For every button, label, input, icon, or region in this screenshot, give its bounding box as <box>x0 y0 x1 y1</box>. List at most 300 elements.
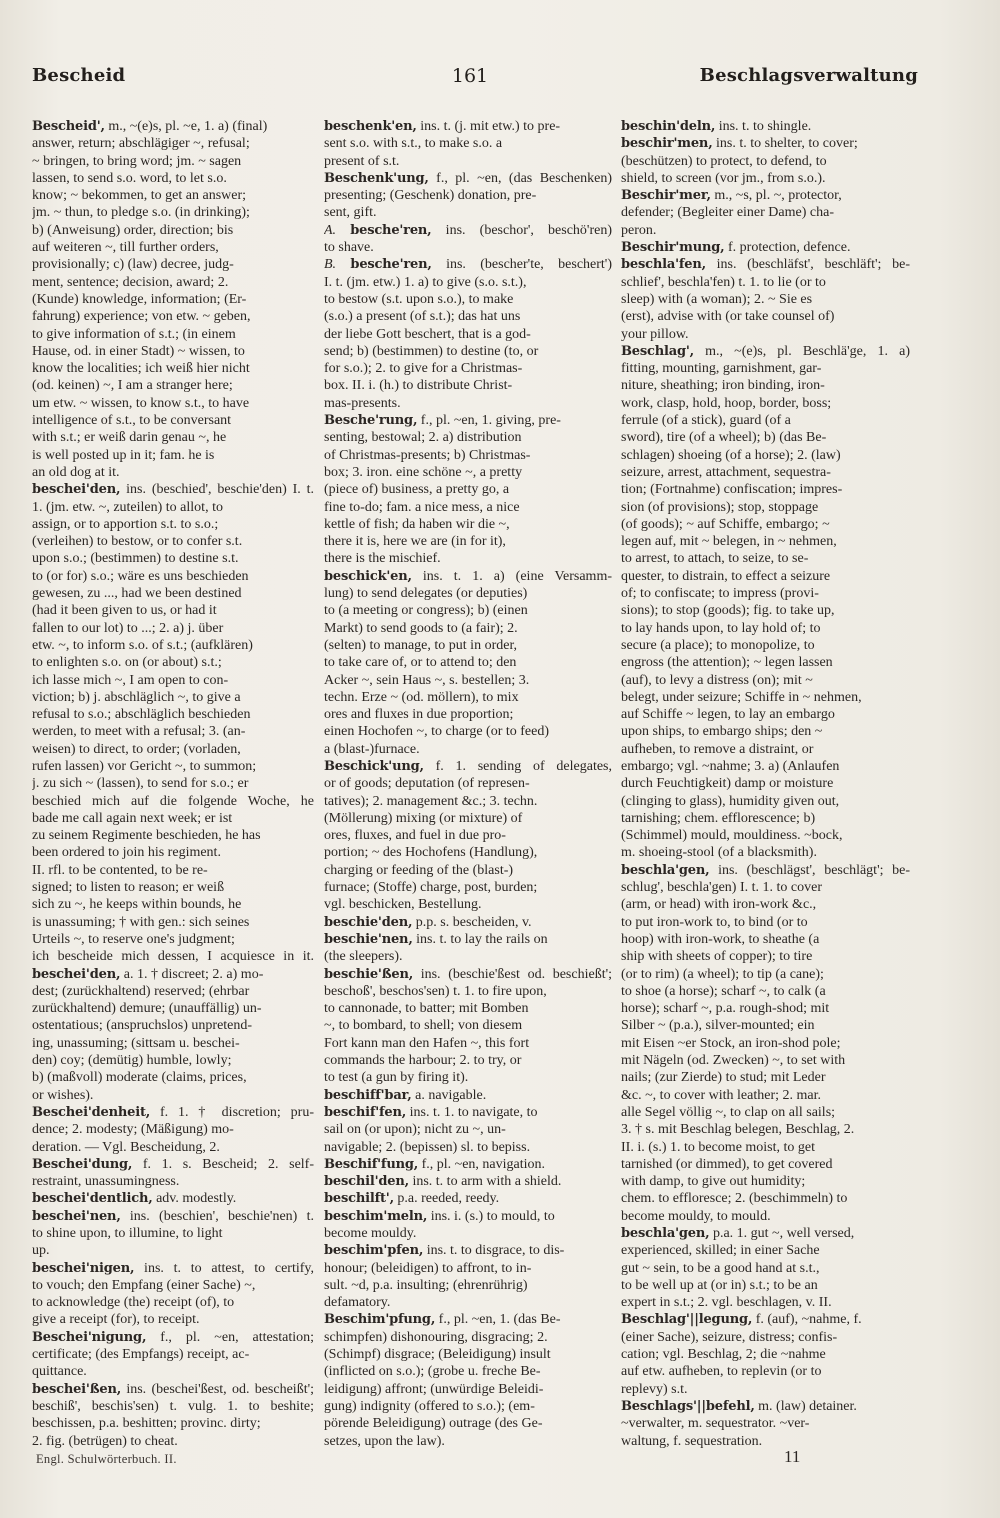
entry-line <box>621 758 910 775</box>
entry-first-line <box>621 1398 910 1415</box>
entry-line <box>324 204 612 221</box>
entry-line-text: lassen, to send s.o. word, to let s.o. <box>32 170 227 186</box>
entry-first-line-text <box>32 119 267 134</box>
entry-line <box>621 429 910 446</box>
entry-line-text: to arrest, to attach, to seize, to se- <box>621 551 809 567</box>
entry-first-line <box>621 239 910 256</box>
headword: Bescheid', <box>32 119 105 134</box>
entry-grammar: f. 1. sending of delegates, <box>423 758 612 774</box>
entry-first-line-text <box>32 482 314 497</box>
entry-line <box>324 1346 612 1363</box>
entry-line <box>324 1000 612 1017</box>
entry-line-text: auf Schiffe ~ legen, to lay an embargo <box>621 707 835 723</box>
entry-line <box>324 1294 612 1311</box>
entry-line <box>32 723 314 740</box>
entry-line <box>621 1277 910 1294</box>
entry-line <box>32 654 314 671</box>
dictionary-entry <box>621 862 910 1225</box>
running-head-left: Bescheid <box>32 65 126 86</box>
entry-line-text: ~verwalter, m. sequestrator. ~ver- <box>621 1416 810 1432</box>
entry-line <box>324 447 612 464</box>
entry-line-text: embargo; vgl. ~nahme; 3. a) (Anlaufen <box>621 758 840 774</box>
entry-line-text: ich bescheide mich dessen, I acquiesce in it. <box>32 949 314 965</box>
headword: beschilft', <box>324 1191 394 1207</box>
entry-first-line-text <box>324 1088 486 1103</box>
entry-grammar: f. protection, defence. <box>724 240 851 256</box>
entry-first-line-text <box>324 413 561 428</box>
entry-line <box>621 1104 910 1121</box>
entry-line <box>32 914 314 931</box>
entry-line <box>324 1017 612 1034</box>
entry-line-text: belegt, under seizure; Schiffe in ~ nehmen, <box>621 689 862 705</box>
entry-line <box>32 464 314 481</box>
entry-line <box>32 775 314 792</box>
entry-grammar: ins. (beschor', beschö'ren) <box>431 222 612 238</box>
entry-line-text: cation; vgl. Beschlag, 2; die ~nahme <box>621 1347 826 1363</box>
entry-line <box>621 844 910 861</box>
entry-line <box>621 1190 910 1207</box>
entry-line <box>621 1363 910 1380</box>
entry-first-line <box>621 1311 910 1328</box>
entry-first-line <box>32 1104 314 1121</box>
headword: beschla'gen, <box>621 1226 710 1241</box>
entry-line-text: setzes, upon the law). <box>324 1433 445 1449</box>
entry-first-line-text <box>32 1105 314 1120</box>
entry-line-text: fine to-do; fam. a nice mess, a nice <box>324 499 520 515</box>
entry-line <box>32 1052 314 1069</box>
dictionary-entry <box>32 1260 314 1329</box>
headword: Beschim'pfung, <box>324 1312 436 1328</box>
entry-line-text: there it is, here we are (in for it), <box>324 534 506 550</box>
entry-line-text: experienced, skilled; in einer Sache <box>621 1243 820 1259</box>
entry-first-line <box>621 135 910 152</box>
entry-line-text: navigable; 2. (bepissen) sl. to bepiss. <box>324 1139 531 1155</box>
entry-line <box>32 170 314 187</box>
entry-line <box>621 1069 910 1086</box>
entry-line <box>32 983 314 1000</box>
headword: beschin'deln, <box>621 119 716 134</box>
entry-line-text: with damp, to give out humidity; <box>621 1174 806 1190</box>
entry-line <box>32 862 314 879</box>
entry-grammar: ins. (beschlägst', beschlägt'; be- <box>709 862 910 878</box>
entry-first-line <box>324 568 612 585</box>
entry-line-text: ~, to bombard, to shell; von diesem <box>324 1018 523 1034</box>
entry-first-line <box>32 1381 314 1398</box>
entry-line-text: bade me call again next week; er ist <box>32 810 233 826</box>
headword: beschla'fen, <box>621 257 706 273</box>
dictionary-entry <box>621 118 910 135</box>
entry-line-text: b) (maßvoll) moderate (claims, prices, <box>32 1070 247 1086</box>
entry-grammar: ins. t. to shingle. <box>715 119 812 134</box>
dictionary-entry <box>32 1329 314 1381</box>
entry-line-text: (verleihen) to bestow, or to confer s.t. <box>32 534 243 550</box>
entry-line-text: seizure, arrest, attachment, sequestra- <box>621 464 831 480</box>
dictionary-entry <box>324 758 612 914</box>
entry-first-line-text <box>324 569 612 584</box>
entry-line <box>621 1156 910 1173</box>
entry-line <box>621 1017 910 1034</box>
entry-first-line <box>621 1225 910 1242</box>
entry-first-line-text <box>621 863 910 878</box>
entry-line-text: (Schimpf) disgrace; (Beleidigung) insult <box>324 1347 551 1363</box>
entry-line <box>324 187 612 204</box>
entry-line-text: I. t. (jm. etw.) 1. a) to give (s.o. s.t.), <box>324 274 527 290</box>
entry-line <box>32 1346 314 1363</box>
dictionary-entry <box>32 1381 314 1450</box>
entry-line <box>32 1277 314 1294</box>
entry-grammar: ins. (beschei'ßest, od. bescheißt'; <box>121 1381 314 1397</box>
entry-grammar: ins. (beschie'ßest od. beschießt'; <box>413 966 612 982</box>
entry-first-line-text <box>621 344 910 359</box>
entry-line <box>621 931 910 948</box>
entry-line-text: charging or feeding of the (blast-) <box>324 862 514 878</box>
dictionary-entry <box>324 222 612 257</box>
entry-first-line <box>32 1156 314 1173</box>
entry-line <box>32 706 314 723</box>
entry-first-line <box>621 187 910 204</box>
headword: beschie'ßen, <box>324 966 414 982</box>
entry-line-text: to lay hands upon, to lay hold of; to <box>621 620 821 636</box>
entry-first-line-text <box>324 1174 561 1189</box>
entry-grammar: p.p. s. bescheiden, v. <box>412 914 532 930</box>
entry-line <box>621 1329 910 1346</box>
entry-line <box>32 1363 314 1380</box>
entry-line-text: beschiß', beschis'sen) t. vulg. 1. to beshite; <box>32 1398 314 1414</box>
entry-line-text: present of s.t. <box>324 153 400 169</box>
entry-line-text: sion (of provisions); stop, stoppage <box>621 499 819 515</box>
entry-first-line-text <box>324 171 612 186</box>
entry-line-text: refusal to s.o.; abschläglich beschieden <box>32 707 251 723</box>
entry-line <box>324 1260 612 1277</box>
entry-first-line-text <box>621 119 811 134</box>
entry-grammar: ins. t. to arm with a shield. <box>408 1174 562 1190</box>
entry-first-line <box>324 758 612 775</box>
entry-line-text: Hause, od. in einer Stadt) ~ wissen, to <box>32 343 245 359</box>
entry-line <box>324 1139 612 1156</box>
entry-line <box>324 308 612 325</box>
entry-line <box>324 135 612 152</box>
entry-line <box>324 1329 612 1346</box>
entry-line-text: schlagen) shoeing (of a horse); 2. (law) <box>621 447 841 463</box>
entry-first-line-text <box>324 223 612 238</box>
entry-line-text: replevy) s.t. <box>621 1381 688 1397</box>
headword: beschei'den, <box>32 482 121 498</box>
entry-first-line-text <box>621 1399 857 1414</box>
entry-line-text: (piece of) business, a pretty go, a <box>324 482 510 498</box>
entry-first-line-text <box>32 1330 314 1345</box>
dictionary-entry <box>324 1208 612 1243</box>
entry-line <box>324 741 612 758</box>
entry-first-line <box>324 966 612 983</box>
entry-line <box>621 533 910 550</box>
entry-line-text: hoop) with iron-work, to sheathe (a <box>621 931 820 947</box>
entry-line-text: rufen lassen) vor Gericht ~, to summon; <box>32 758 257 774</box>
entry-line-text: aufheben, to remove a distraint, or <box>621 741 814 757</box>
entry-line-text: nails; (zur Zierde) to stud; mit Leder <box>621 1070 826 1086</box>
dictionary-entry <box>621 187 910 239</box>
entry-line-text: (s.o.) a present (of s.t.); das hat uns <box>324 309 521 325</box>
entry-line <box>621 741 910 758</box>
entry-line-text: werden, to meet with a refusal; 3. (an- <box>32 724 246 740</box>
entry-first-line-text <box>621 1226 854 1241</box>
entry-line <box>32 1087 314 1104</box>
entry-grammar: m., ~(e)s, pl. Beschlä'ge, 1. a) <box>694 343 910 359</box>
entry-line-text: box; 3. iron. eine schöne ~, a pretty <box>324 464 523 480</box>
entry-line-text: to take care of, or to attend to; den <box>324 655 517 671</box>
entry-line-text: alle Segel völlig ~, to clap on all sails; <box>621 1104 836 1120</box>
entry-line-text: know; ~ bekommen, to get an answer; <box>32 188 247 204</box>
entry-line-text: to bestow (s.t. upon s.o.), to make <box>324 291 514 307</box>
entry-line-text: presenting; (Geschenk) donation, pre- <box>324 188 537 204</box>
dictionary-entry <box>621 1398 910 1450</box>
entry-line-text: 1. (jm. etw. ~, zuteilen) to allot, to <box>32 499 223 515</box>
signature-mark: 11 <box>784 1447 801 1466</box>
entry-line <box>32 1139 314 1156</box>
entry-line-text: schlief', beschla'fen) t. 1. to lie (or to <box>621 274 826 290</box>
entry-grammar: ins. (beschied', beschie'den) I. t. <box>120 482 314 498</box>
entry-line-text: gung) indignity (offered to s.o.); (em- <box>324 1398 535 1414</box>
headword: beschei'ßen, <box>32 1381 122 1397</box>
entry-line <box>621 793 910 810</box>
entry-line <box>32 672 314 689</box>
entry-line <box>324 723 612 740</box>
entry-line-text: II. rfl. to be contented, to be re- <box>32 862 208 878</box>
entry-line <box>621 585 910 602</box>
entry-line <box>621 412 910 429</box>
entry-grammar: m., ~(e)s, pl. ~e, 1. a) (final) <box>104 119 268 134</box>
headword: besche'ren, <box>350 257 432 273</box>
entry-first-line <box>324 914 612 931</box>
entry-line-text: sent s.o. with s.t., to make s.o. a <box>324 136 503 152</box>
entry-line-text: lung) to send delegates (or deputies) <box>324 586 528 602</box>
right-column <box>621 118 910 1450</box>
entry-line <box>32 1121 314 1138</box>
entry-line <box>621 499 910 516</box>
entry-line-text: certificate; (des Empfangs) receipt, ac- <box>32 1347 250 1363</box>
entry-line-text: defamatory. <box>324 1295 391 1311</box>
dictionary-entry <box>324 1156 612 1173</box>
headword: Beschlag', <box>621 343 694 359</box>
entry-line-text: sions); to stop (goods); fig. to take up, <box>621 603 835 619</box>
entry-first-line <box>324 1156 612 1173</box>
entry-line <box>621 1000 910 1017</box>
headword: beschiff'bar, <box>324 1087 412 1103</box>
entry-line-text: up. <box>32 1243 50 1259</box>
entry-line <box>621 723 910 740</box>
entry-line <box>324 654 612 671</box>
entry-line-text: restraint, unassumingness. <box>32 1174 180 1190</box>
entry-line <box>32 1433 314 1450</box>
headword: beschei'nigen, <box>32 1260 135 1276</box>
entry-grammar: ins. t. to shelter, to cover; <box>712 136 858 152</box>
entry-line-text: is well posted up in it; fam. he is <box>32 447 215 463</box>
entry-first-line-text <box>324 1191 499 1206</box>
entry-grammar: ins. t. 1. to navigate, to <box>406 1104 538 1120</box>
entry-line <box>324 360 612 377</box>
entry-first-line-text <box>32 1382 314 1397</box>
entry-line <box>621 222 910 239</box>
entry-line <box>324 602 612 619</box>
entry-line-text: Urteils ~, to reserve one's judgment; <box>32 931 235 947</box>
entry-line-text: ing, unassuming; (sittsam u. beschei- <box>32 1035 240 1051</box>
headword: Beschei'denheit, <box>32 1104 151 1120</box>
entry-line <box>621 360 910 377</box>
entry-line-text: schlug', beschla'gen) I. t. 1. to cover <box>621 880 822 896</box>
entry-line <box>324 153 612 170</box>
entry-line-text: upon ships, to embargo ships; den ~ <box>621 724 823 740</box>
entry-line <box>32 395 314 412</box>
entry-line-text: quittance. <box>32 1364 87 1380</box>
entry-line-text: (auf), to levy a distress (on); mit ~ <box>621 672 813 688</box>
entry-line <box>324 637 612 654</box>
entry-line <box>621 274 910 291</box>
entry-line <box>621 153 910 170</box>
entry-line <box>32 429 314 446</box>
entry-line-text: secure (a place); to monopolize, to <box>621 637 815 653</box>
entry-line-text: um etw. ~ wissen, to know s.t., to have <box>32 395 250 411</box>
entry-line <box>32 1415 314 1432</box>
dictionary-entry <box>32 481 314 965</box>
entry-line <box>32 585 314 602</box>
entry-line <box>621 1052 910 1069</box>
entry-line-text: &c. ~, to cover with leather; 2. mar. <box>621 1087 822 1103</box>
entry-line-text: (arm, or head) with iron-work &c., <box>621 897 817 913</box>
entry-line-text: zurückhaltend) demure; (unauffällig) un- <box>32 1001 262 1017</box>
entry-line <box>324 1052 612 1069</box>
entry-grammar: f. 1. † discretion; pru- <box>150 1104 314 1120</box>
entry-line-text: vgl. beschicken, Bestellung. <box>324 897 482 913</box>
entry-line <box>324 689 612 706</box>
entry-line <box>621 308 910 325</box>
entry-line <box>324 862 612 879</box>
entry-line-text: leidigung) affront; (unwürdige Beleidi- <box>324 1381 544 1397</box>
entry-line <box>621 602 910 619</box>
entry-line-text: horse); scharf ~, p.a. rough-shod; mit <box>621 1001 830 1017</box>
entry-line <box>32 896 314 913</box>
entry-grammar: ins. (beschien', beschie'nen) t. <box>120 1208 314 1224</box>
entry-grammar: ins. t. to lay the rails on <box>412 931 548 947</box>
entry-first-line-text <box>324 257 612 272</box>
entry-line <box>621 672 910 689</box>
entry-line <box>324 827 612 844</box>
entry-line <box>32 256 314 273</box>
entry-grammar: a. 1. † discreet; 2. a) mo- <box>120 966 264 982</box>
entry-first-line-text <box>621 257 910 272</box>
entry-line <box>621 1415 910 1432</box>
left-column <box>32 118 314 1450</box>
entry-line-text: upon s.o.; (bestimmen) to destine s.t. <box>32 551 239 567</box>
entry-line <box>621 1035 910 1052</box>
entry-line-text: to (a meeting or congress); b) (einen <box>324 603 528 619</box>
dictionary-entry <box>621 135 910 187</box>
entry-line <box>324 1121 612 1138</box>
entry-line <box>621 983 910 1000</box>
entry-line-text: or of goods; deputation (of represen- <box>324 776 530 792</box>
headword: Beschir'mung, <box>621 240 725 256</box>
entry-first-line <box>324 222 612 239</box>
imprint-line: Engl. Schulwörterbuch. II. <box>36 1452 177 1466</box>
entry-line <box>32 222 314 239</box>
entry-grammar: f., pl. ~en, navigation. <box>418 1156 546 1172</box>
entry-line <box>621 1208 910 1225</box>
entry-line-text: mas-presents. <box>324 395 401 411</box>
entry-line <box>32 550 314 567</box>
dictionary-entry <box>324 966 612 1087</box>
entry-line <box>32 810 314 827</box>
entry-line <box>621 827 910 844</box>
dictionary-entry <box>324 1087 612 1104</box>
entry-line-text: dest; (zurückhaltend) reserved; (ehrbar <box>32 983 250 999</box>
entry-first-line <box>32 966 314 983</box>
headword: beschie'nen, <box>324 931 413 947</box>
entry-line <box>621 550 910 567</box>
entry-line-text: (Kunde) knowledge, information; (Er- <box>32 291 247 307</box>
entry-line <box>32 1225 314 1242</box>
entry-line-text: of; to confiscate; to impress (provi- <box>621 586 819 602</box>
entry-line <box>621 204 910 221</box>
entry-line <box>32 637 314 654</box>
entry-grammar: f., pl. ~en, 1. (das Be- <box>435 1312 561 1328</box>
entry-line-text: of Christmas-presents; b) Christmas- <box>324 447 531 463</box>
entry-line-text: sleep) with (a woman); 2. ~ Sie es <box>621 291 813 307</box>
entry-first-line-text <box>324 759 612 774</box>
headword: Beschei'dung, <box>32 1156 133 1172</box>
entry-line-text: gut ~ sein, to be a good hand at s.t., <box>621 1260 820 1276</box>
entry-line <box>324 1415 612 1432</box>
entry-first-line <box>32 118 314 135</box>
entry-line-text: assign, or to apportion s.t. to s.o.; <box>32 516 219 532</box>
entry-line <box>324 274 612 291</box>
entry-line <box>621 810 910 827</box>
entry-first-line-text <box>324 1157 545 1172</box>
entry-line-text: Fort kann man den Hafen ~, this fort <box>324 1035 530 1051</box>
entry-first-line <box>324 170 612 187</box>
entry-line <box>621 654 910 671</box>
entry-line <box>324 810 612 827</box>
page-number: 161 <box>451 65 489 87</box>
entry-line-text: fitting, mounting, garnishment, gar- <box>621 361 822 377</box>
entry-line-text: to put iron-work to, to bind (or to <box>621 914 808 930</box>
entry-line <box>324 343 612 360</box>
entry-line-text: durch Feuchtigkeit) damp or moisture <box>621 776 834 792</box>
entry-line <box>621 170 910 187</box>
entry-line <box>32 948 314 965</box>
entry-line <box>324 481 612 498</box>
entry-line <box>621 966 910 983</box>
headword: beschif'fen, <box>324 1104 407 1120</box>
dictionary-entry <box>32 1190 314 1207</box>
entry-line-text: fahrung) experience; von etw. ~ geben, <box>32 309 251 325</box>
entry-line-text: Silber ~ (p.a.), silver-mounted; ein <box>621 1018 815 1034</box>
dictionary-entry <box>324 1311 612 1449</box>
entry-line <box>32 1173 314 1190</box>
entry-line-text: signed; to listen to reason; er weiß <box>32 880 225 896</box>
entry-line-text: mit Nägeln (od. Zwecken) ~, to set with <box>621 1053 846 1069</box>
dictionary-entry <box>32 1208 314 1260</box>
entry-first-line-text <box>324 1105 538 1120</box>
entry-line-text: sich zu ~, he keeps within bounds, he <box>32 897 242 913</box>
headword: beschenk'en, <box>324 119 417 134</box>
entry-line-text: intelligence of s.t., to be conversant <box>32 413 232 429</box>
entry-line-text: ferrule (of a stick), guard (of a <box>621 413 791 429</box>
entry-line-text: tion; (Fortnahme) confiscation; impres- <box>621 482 843 498</box>
entry-first-line <box>324 1173 612 1190</box>
entry-line <box>621 879 910 896</box>
entry-line-text: work, clasp, hold, hoop, border, boss; <box>621 395 832 411</box>
entry-line-text: der liebe Gott beschert, that is a god- <box>324 326 531 342</box>
entry-line-text: (erst), advise with (or take counsel of) <box>621 309 835 325</box>
entry-line-text: jm. ~ thun, to pledge s.o. (in drinking); <box>32 205 250 221</box>
